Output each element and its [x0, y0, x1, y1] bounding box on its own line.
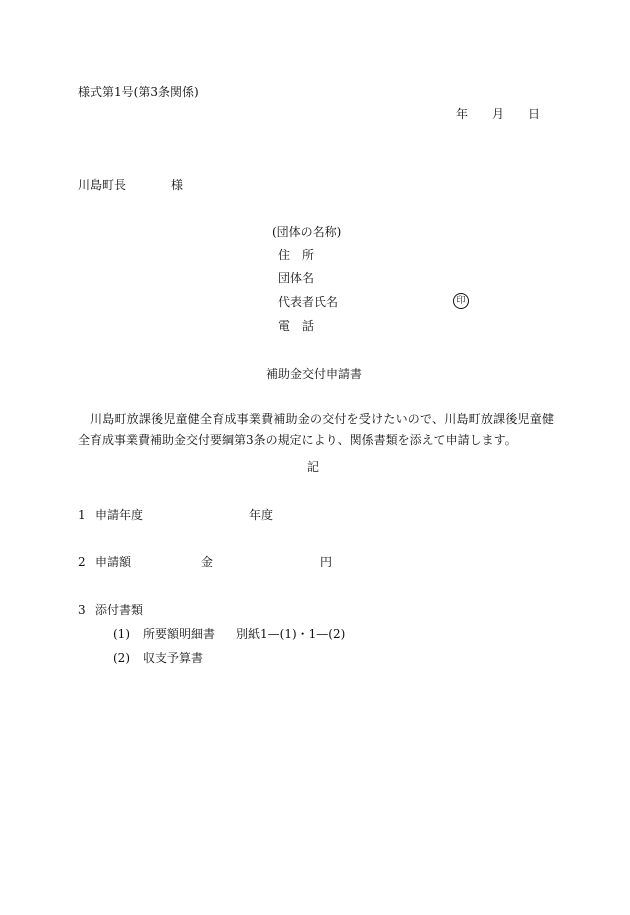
applicant-address-label: 住 所	[278, 248, 315, 262]
applicant-group-name: (団体の名称)	[272, 225, 342, 239]
item-2-prefix: 金	[201, 555, 214, 569]
sub-item-1-note: 別紙1—(1)・1—(2)	[236, 627, 346, 641]
body-text: 川島町放課後児童健全育成事業費補助金の交付を受けたいので、川島町放課後児童健全育成事業費補助金交付要綱第3条の規定により、関係書類を添えて申請します。	[78, 412, 554, 447]
date-month-label: 月	[492, 107, 505, 121]
item-2-number: 2	[78, 555, 86, 569]
applicant-org-name-label: 団体名	[278, 271, 315, 285]
item-2-label: 申請額	[95, 555, 132, 569]
item-3-number: 3	[78, 603, 86, 617]
item-1-suffix: 年度	[249, 508, 274, 522]
ki-label: 記	[307, 460, 320, 474]
addressee-title: 川島町長	[78, 178, 127, 192]
sub-item-1-label: 所要額明細書	[143, 627, 216, 641]
form-number: 様式第1号(第3条関係)	[78, 85, 199, 99]
date-year-label: 年	[456, 107, 469, 121]
addressee-honorific: 様	[171, 178, 184, 192]
sub-item-1-number: (1)	[113, 627, 130, 641]
item-1-label: 申請年度	[95, 508, 144, 522]
date-day-label: 日	[528, 107, 541, 121]
applicant-phone-label: 電 話	[278, 319, 315, 333]
sub-item-2-label: 収支予算書	[143, 651, 204, 665]
item-2-suffix: 円	[320, 555, 333, 569]
sub-item-2-number: (2)	[113, 651, 130, 665]
document-title: 補助金交付申請書	[266, 367, 363, 381]
item-1-number: 1	[78, 508, 86, 522]
applicant-representative-label: 代表者氏名	[278, 295, 339, 309]
seal-mark: 印	[453, 293, 469, 309]
item-3-label: 添付書類	[95, 603, 144, 617]
